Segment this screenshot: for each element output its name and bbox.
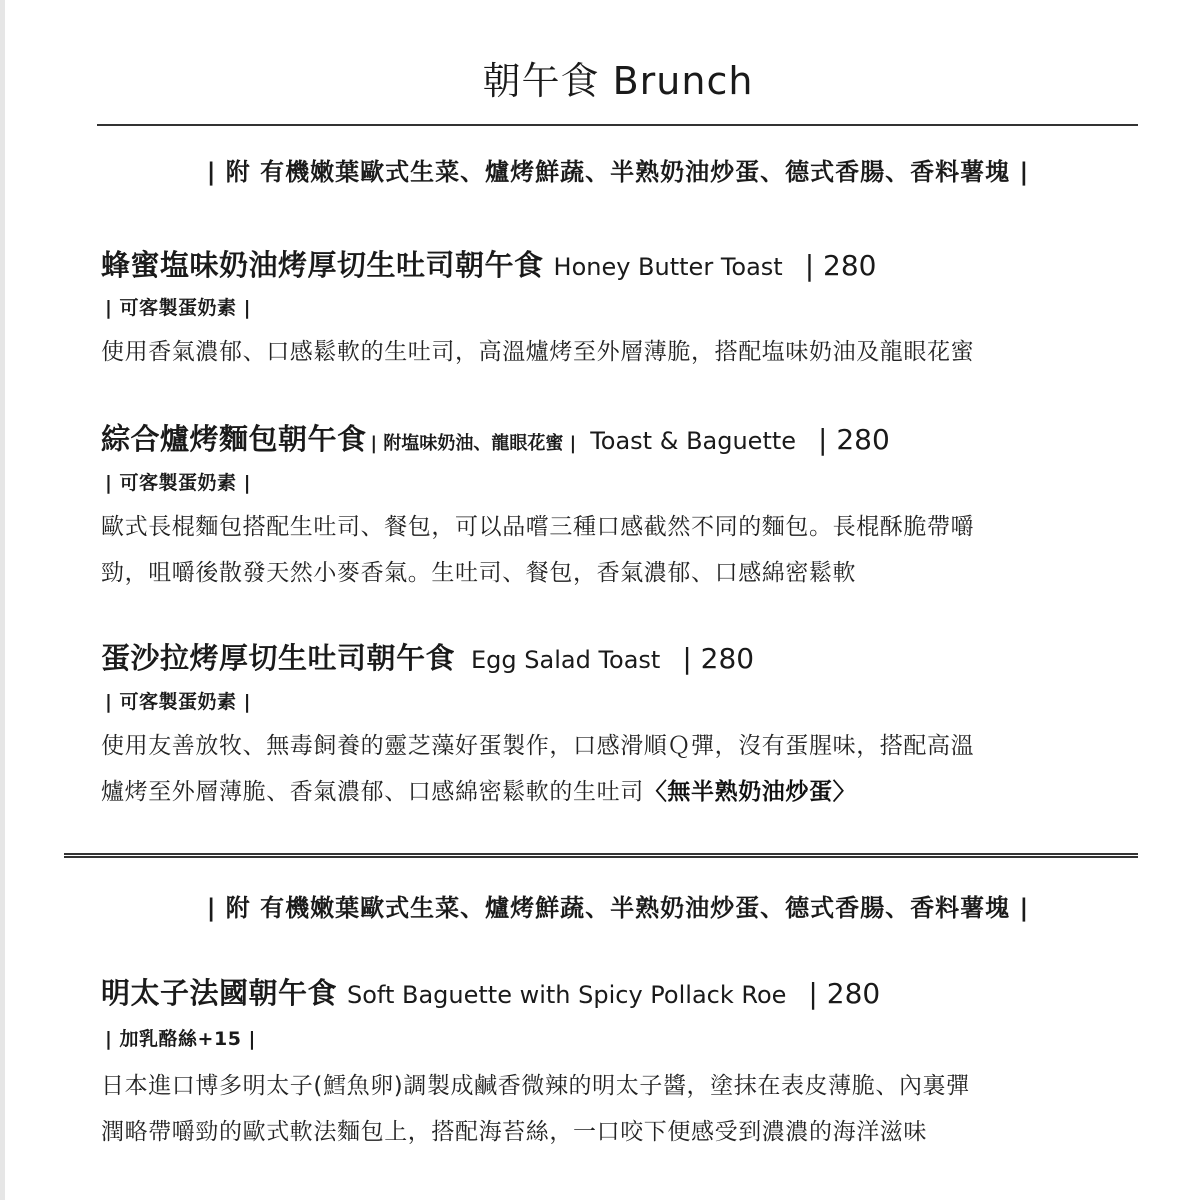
item-description bbox=[101, 504, 1141, 596]
item-description bbox=[101, 723, 1141, 815]
title-divider bbox=[97, 124, 1138, 126]
item-description bbox=[101, 329, 1141, 375]
description-line: 勁，咀嚼後散發天然小麥香氣。生吐司、餐包，香氣濃郁、口感綿密鬆軟 bbox=[101, 560, 857, 586]
item-price: | 280 bbox=[682, 642, 755, 675]
item-name-zh: 明太子法國朝午食 bbox=[101, 976, 338, 1010]
item-name-en: Egg Salad Toast bbox=[471, 646, 661, 674]
item-name-zh: 綜合爐烤麵包朝午食 bbox=[101, 422, 367, 456]
item-tag: | 可客製蛋奶素 | bbox=[105, 691, 252, 713]
item-tag: | 可客製蛋奶素 | bbox=[105, 472, 252, 494]
description-line: 日本進口博多明太子(鱈魚卵)調製成鹹香微辣的明太子醬，塗抹在表皮薄脆、內裏彈 bbox=[101, 1073, 970, 1099]
item-description bbox=[101, 1063, 1141, 1155]
section-divider bbox=[64, 853, 1138, 858]
menu-item-mentaiko-baguette bbox=[101, 973, 880, 1018]
section-2-includes: | 附 有機嫩葉歐式生菜、爐烤鮮蔬、半熟奶油炒蛋、德式香腸、香料薯塊 | bbox=[206, 894, 1030, 922]
description-note: 〈無半熟奶油炒蛋〉 bbox=[643, 779, 857, 805]
item-note: | 附塩味奶油、龍眼花蜜 | bbox=[370, 433, 577, 454]
menu-item-toast-baguette bbox=[101, 419, 890, 464]
item-price: | 280 bbox=[808, 977, 881, 1010]
item-tag: | 可客製蛋奶素 | bbox=[105, 297, 252, 319]
item-name-en: Toast & Baguette bbox=[590, 427, 797, 455]
item-name-en: Soft Baguette with Spicy Pollack Roe bbox=[347, 981, 787, 1009]
description-text: 爐烤至外層薄脆、香氣濃郁、口感綿密鬆軟的生吐司 bbox=[101, 779, 644, 805]
item-tag: | 加乳酪絲+15 | bbox=[105, 1028, 256, 1050]
section-1-includes: | 附 有機嫩葉歐式生菜、爐烤鮮蔬、半熟奶油炒蛋、德式香腸、香料薯塊 | bbox=[206, 158, 1030, 186]
item-name-en: Honey Butter Toast bbox=[553, 253, 783, 281]
description-line: 歐式長棍麵包搭配生吐司、餐包，可以品嚐三種口感截然不同的麵包。長棍酥脆帶嚼 bbox=[101, 514, 975, 540]
item-price: | 280 bbox=[804, 249, 877, 282]
description-line: 潤略帶嚼勁的歐式軟法麵包上，搭配海苔絲，一口咬下便感受到濃濃的海洋滋味 bbox=[101, 1119, 927, 1145]
item-price: | 280 bbox=[818, 423, 890, 456]
menu-item-honey-butter-toast bbox=[101, 245, 876, 290]
menu-item-egg-salad-toast bbox=[101, 638, 754, 683]
item-name-zh: 蜂蜜塩味奶油烤厚切生吐司朝午食 bbox=[101, 248, 544, 282]
description-line: 使用香氣濃郁、口感鬆軟的生吐司，高溫爐烤至外層薄脆，搭配塩味奶油及龍眼花蜜 bbox=[101, 339, 975, 365]
description-line: 使用友善放牧、無毒飼養的靈芝藻好蛋製作，口感滑順Ｑ彈，沒有蛋腥味，搭配高溫 bbox=[101, 733, 975, 759]
page-title: 朝午食 Brunch bbox=[482, 59, 754, 103]
description-line bbox=[101, 769, 1141, 815]
item-name-zh: 蛋沙拉烤厚切生吐司朝午食 bbox=[101, 641, 456, 675]
